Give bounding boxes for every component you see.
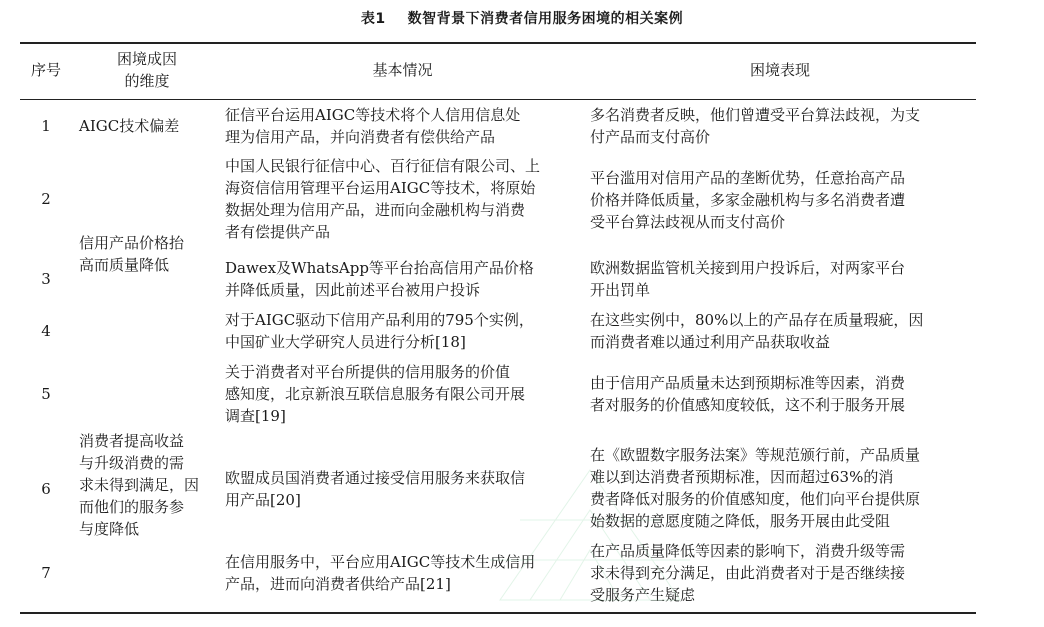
situation-line: 征信平台运用AIGC等技术将个人信用信息处: [225, 106, 521, 124]
situation-line: 数据处理为信用产品，进而向金融机构与消费: [225, 201, 526, 219]
header-manifestation: 困境表现: [749, 61, 810, 79]
situation-line: 关于消费者对平台所提供的信用服务的价值: [225, 363, 511, 381]
manifestation-line: 在这些实例中，80%以上的产品存在质量瑕疵，因: [590, 311, 924, 329]
situation-cell: [225, 467, 525, 511]
manifestation-line: 费者降低对服务的价值感知度，他们向平台提供原: [590, 490, 921, 508]
manifestation-cell: [590, 257, 905, 301]
manifestation-cell: [590, 104, 920, 148]
dimension-cell: [79, 115, 179, 137]
manifestation-line: 由于信用产品质量未达到预期标准等因素，消费: [590, 374, 906, 392]
manifestation-line: 价格并降低质量，多家金融机构与多名消费者遭: [590, 191, 906, 209]
table-number: 表1: [360, 11, 386, 27]
situation-cell: [225, 551, 535, 595]
row-number: 7: [41, 564, 51, 582]
manifestation-line: 难以到达消费者预期标准，因而超过63%的消: [590, 468, 894, 486]
header-no: 序号: [30, 61, 61, 79]
row-number: 2: [41, 190, 51, 208]
manifestation-line: 多名消费者反映，他们曾遭受平台算法歧视，为支: [590, 106, 921, 124]
manifestation-cell: [590, 167, 905, 233]
row-number: 6: [41, 480, 51, 498]
situation-line: 海资信信用管理平台运用AIGC等技术，将原始: [225, 179, 536, 197]
manifestation-line: 受服务产生疑虑: [590, 586, 696, 604]
situation-line: 欧盟成员国消费者通过接受信用服务来获取信: [225, 469, 526, 487]
dimension-line: 与度降低: [79, 520, 140, 538]
situation-line: 理为信用产品，并向消费者有偿供给产品: [225, 128, 496, 146]
manifestation-line: 而消费者难以通过利用产品获取收益: [590, 333, 831, 351]
bottom-rule: [20, 612, 976, 614]
situation-cell: [225, 104, 520, 148]
header-rule: [20, 99, 976, 100]
situation-line: 产品，进而向消费者供给产品[21]: [225, 575, 451, 593]
situation-cell: [225, 257, 534, 301]
situation-line: Dawex及WhatsApp等平台抬高信用产品价格: [225, 259, 534, 277]
manifestation-line: 平台滥用对信用产品的垄断优势，任意抬高产品: [590, 169, 906, 187]
manifestation-line: 者对服务的价值感知度较低，这不利于服务开展: [590, 396, 906, 414]
situation-line: 中国人民银行征信中心、百行征信有限公司、上: [225, 157, 541, 175]
situation-line: 中国矿业大学研究人员进行分析[18]: [225, 333, 466, 351]
row-number: 4: [41, 322, 51, 340]
top-rule: [20, 42, 976, 44]
header-dimension-line: 困境成因: [116, 50, 177, 68]
dimension-line: AIGC技术偏差: [79, 117, 180, 135]
dimension-line: 消费者提高收益: [79, 432, 185, 450]
dimension-line: 信用产品价格抬: [79, 234, 185, 252]
situation-line: 并降低质量，因此前述平台被用户投诉: [225, 281, 481, 299]
situation-line: 调查[19]: [225, 407, 286, 425]
situation-line: 者有偿提供产品: [225, 223, 331, 241]
situation-line: 感知度，北京新浪互联信息服务有限公司开展: [225, 385, 526, 403]
dimension-line: 与升级消费的需: [79, 454, 185, 472]
row-number: 1: [41, 117, 51, 135]
manifestation-cell: [590, 540, 905, 606]
situation-line: 对于AIGC驱动下信用产品利用的795个实例，: [225, 311, 534, 329]
dimension-cell: [79, 430, 199, 540]
manifestation-line: 开出罚单: [590, 281, 651, 299]
dimension-line: 而他们的服务参: [79, 498, 185, 516]
row-number: 5: [41, 385, 51, 403]
dimension-line: 求未得到满足，因: [79, 476, 200, 494]
manifestation-cell: [590, 372, 905, 416]
manifestation-line: 在《欧盟数字服务法案》等规范颁行前，产品质量: [590, 446, 921, 464]
situation-cell: [225, 309, 534, 353]
situation-line: 用产品[20]: [225, 491, 301, 509]
manifestation-line: 在产品质量降低等因素的影响下，消费升级等需: [590, 542, 906, 560]
situation-line: 在信用服务中，平台应用AIGC等技术生成信用: [225, 553, 536, 571]
manifestation-cell: [590, 309, 923, 353]
manifestation-cell: [590, 444, 920, 532]
manifestation-line: 付产品而支付高价: [590, 128, 711, 146]
dimension-cell: [79, 232, 184, 276]
manifestation-line: 欧洲数据监管机关接到用户投诉后，对两家平台: [590, 259, 906, 277]
table-title: 数智背景下消费者信用服务困境的相关案例: [407, 11, 684, 27]
row-number: 3: [41, 270, 51, 288]
manifestation-line: 始数据的意愿度随之降低，服务开展由此受阻: [590, 512, 891, 530]
manifestation-line: 求未得到充分满足，由此消费者对于是否继续接: [590, 564, 906, 582]
header-situation: 基本情况: [372, 61, 433, 79]
situation-cell: [225, 361, 525, 427]
header-dimension-line: 的维度: [124, 72, 170, 90]
situation-cell: [225, 155, 540, 243]
table-caption: [0, 8, 1044, 28]
manifestation-line: 受平台算法歧视从而支付高价: [590, 213, 786, 231]
header-dimension: [72, 48, 222, 92]
dimension-line: 高而质量降低: [79, 256, 170, 274]
